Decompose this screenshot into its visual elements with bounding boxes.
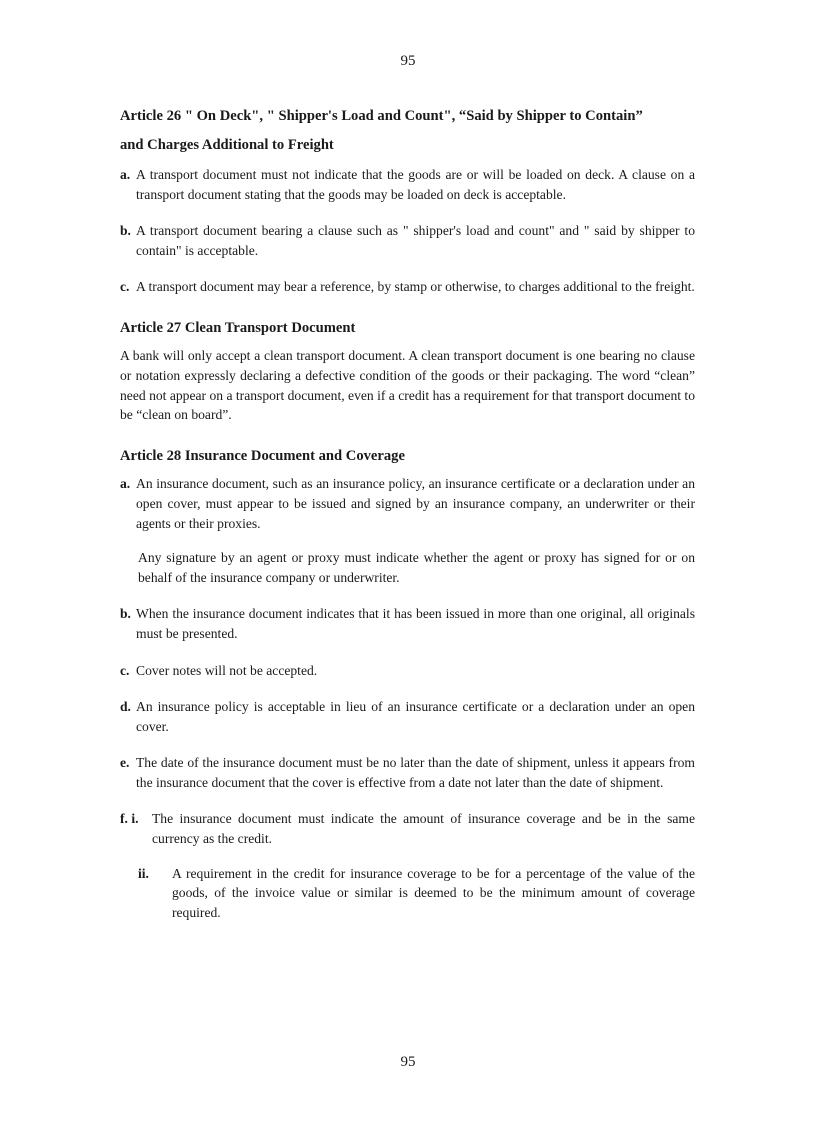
article-27-text: A bank will only accept a clean transport document. A clean transport document is one bearing no clause or notation expressly declaring a defective condition of the goods or their packaging. The word “clean” need not appear on a transport document, even if a credit has a requirement for that transport document to be “clean on board”. bbox=[120, 348, 695, 423]
item-label: f. i. bbox=[120, 811, 139, 827]
article-26-title-line1: Article 26 " On Deck", " Shipper's Load and Count", “Said by Shipper to Contain” bbox=[120, 108, 643, 124]
article-28-item-e bbox=[120, 753, 695, 792]
item-text: A transport document must not indicate that the goods are or will be loaded on deck. A clause on a transport document stating that the goods may be loaded on deck is acceptable. bbox=[136, 167, 695, 202]
article-28-item-c bbox=[120, 661, 695, 681]
article-28-item-f-i bbox=[120, 809, 695, 848]
item-label: ii. bbox=[138, 865, 149, 881]
page-number-footer: 95 bbox=[400, 1054, 416, 1070]
item-label: a. bbox=[120, 476, 131, 492]
item-label: d. bbox=[120, 699, 131, 715]
item-text: A requirement in the credit for insurance coverage to be for a percentage of the value of the goods, of the invoice value or similar is deemed to be the minimum amount of coverage required. bbox=[172, 865, 695, 920]
item-label: b. bbox=[120, 223, 131, 239]
item-label: a. bbox=[120, 167, 131, 182]
article-26-item-a bbox=[120, 165, 695, 204]
article-28-item-f-ii bbox=[138, 864, 695, 923]
item-label: b. bbox=[120, 606, 131, 622]
item-text: A transport document may bear a reference, by stamp or otherwise, to charges additional to the freight. bbox=[136, 279, 695, 295]
item-text: Cover notes will not be accepted. bbox=[136, 662, 318, 678]
article-28-item-a bbox=[120, 474, 695, 533]
article-26-item-c bbox=[120, 277, 695, 297]
item-text: A transport document bearing a clause such as " shipper's load and count" and " said by shipper to contain" is acceptable. bbox=[136, 223, 695, 258]
item-label: c. bbox=[120, 662, 130, 678]
item-text: The date of the insurance document must be no later than the date of shipment, unless it appears from the insurance document that the cover is effective from a date not later than the date of shipment. bbox=[136, 755, 695, 790]
article-28-title: Article 28 Insurance Document and Coverage bbox=[120, 447, 405, 464]
item-text: An insurance document, such as an insurance policy, an insurance certificate or a declaration under an open cover, must appear to be issued and signed by an insurance company, an underwriter or their agents or their proxies. bbox=[136, 476, 695, 531]
article-28-item-b bbox=[120, 604, 695, 643]
item-text: When the insurance document indicates that it has been issued in more than one original, all originals must be presented. bbox=[136, 606, 695, 641]
item-label: c. bbox=[120, 279, 130, 295]
item-label: e. bbox=[120, 755, 130, 771]
item-text: The insurance document must indicate the amount of insurance coverage and be in the same currency as the credit. bbox=[152, 811, 695, 847]
page-number-header: 95 bbox=[400, 53, 416, 69]
article-26-item-b bbox=[120, 221, 695, 260]
article-28-item-a-para2: Any signature by an agent or proxy must indicate whether the agent or proxy has signed for or on behalf of the insurance company or underwriter. bbox=[138, 550, 695, 585]
article-28-item-d bbox=[120, 697, 695, 736]
article-26-heading bbox=[120, 102, 695, 159]
item-text: An insurance policy is acceptable in lieu of an insurance certificate or a declaration under an open cover. bbox=[136, 699, 695, 734]
article-26-title-line2: and Charges Additional to Freight bbox=[120, 136, 334, 153]
article-27-title: Article 27 Clean Transport Document bbox=[120, 319, 356, 336]
document-body bbox=[120, 102, 695, 939]
